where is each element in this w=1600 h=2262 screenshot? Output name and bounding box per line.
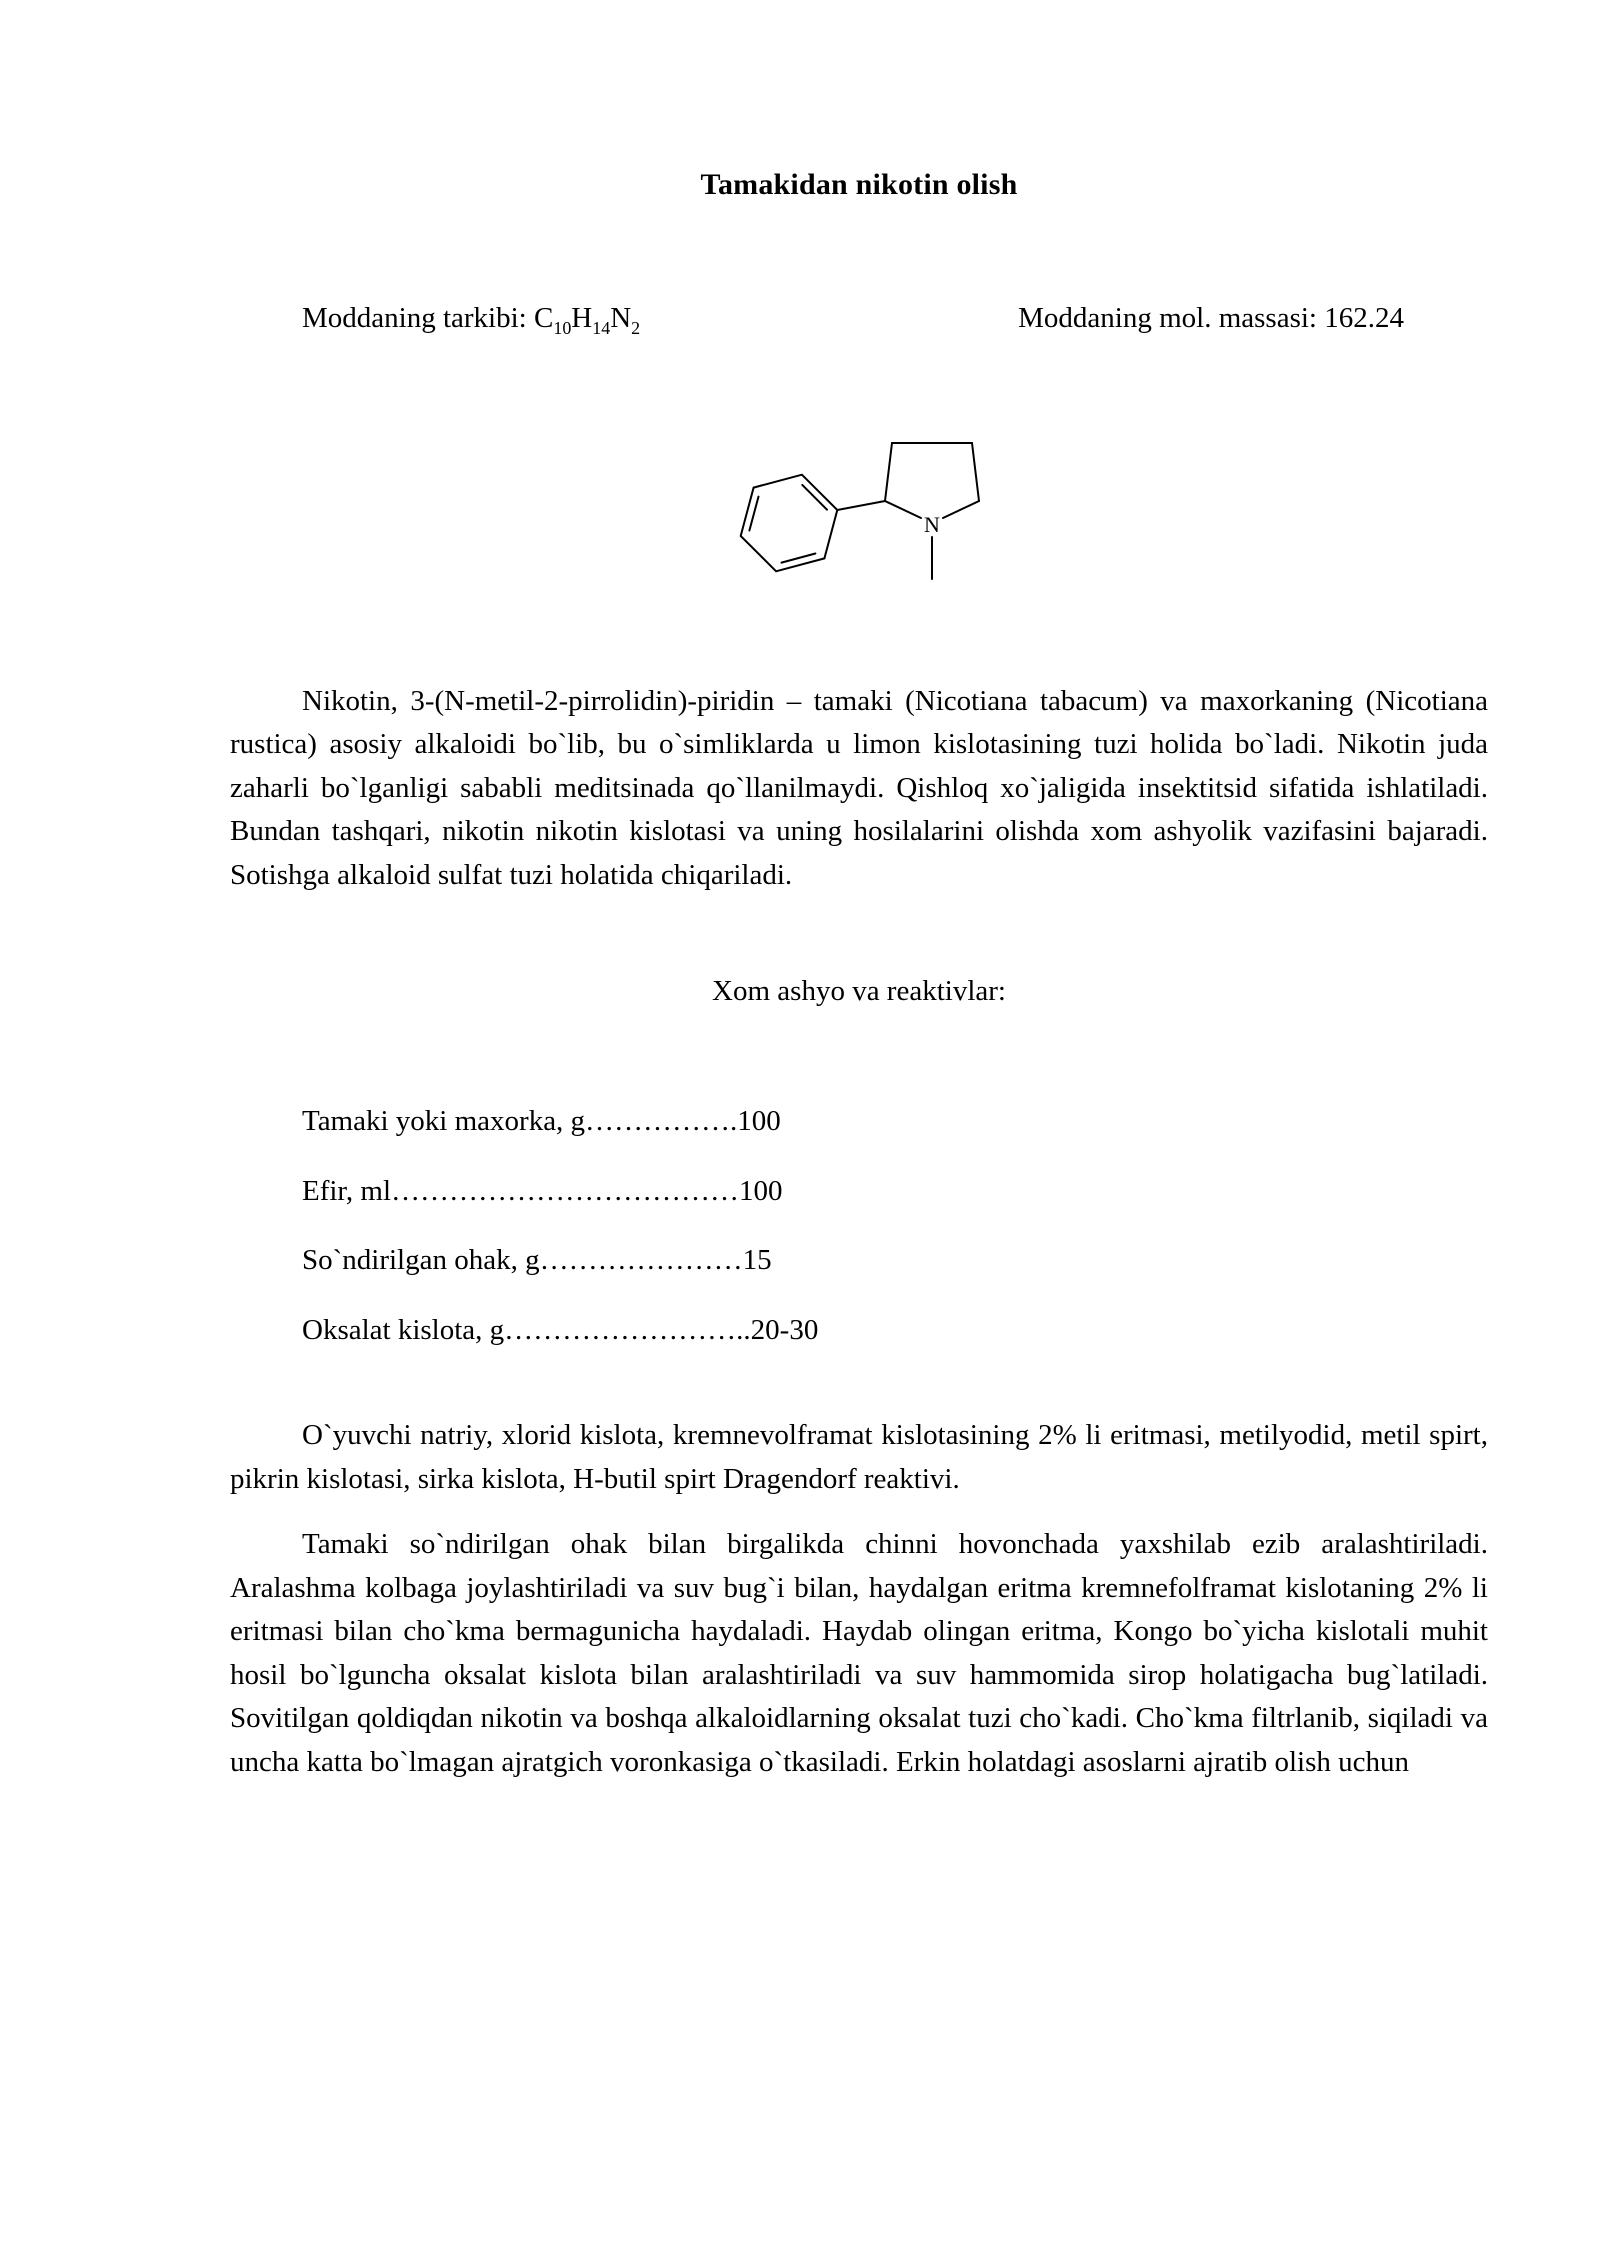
composition-formula bbox=[302, 298, 640, 341]
list-item: Efir, ml………………………………100 bbox=[302, 1174, 783, 1207]
formula-n-subscript: 2 bbox=[631, 317, 641, 338]
pyrrolidine-ring bbox=[885, 443, 979, 518]
ring-connecting-bond bbox=[837, 501, 885, 510]
section-heading-reagents: Xom ashyo va reaktivlar: bbox=[712, 975, 1006, 1008]
document-title: Tamakidan nikotin olish bbox=[700, 168, 1018, 201]
composition-label: Moddaning tarkibi: bbox=[302, 302, 534, 334]
formula-n: N bbox=[610, 302, 632, 334]
formula-h: H bbox=[571, 302, 593, 334]
ring-nitrogen-label: N bbox=[924, 511, 940, 537]
molecule-figure bbox=[230, 413, 1488, 608]
nicotine-structure-image bbox=[689, 413, 1029, 608]
formula-h-subscript: 14 bbox=[592, 317, 611, 338]
intro-paragraph: Nikotin, 3-(N-metil-2-pirrolidin)-piridin – tamaki (Nicotiana tabacum) va maxorkaning (Nicotiana rustica) asosiy alkaloidi bo`lib, bu o`simliklarda u limon kislotasining tuzi holida bo`ladi. Nikotin juda zaharli bo`lganligi sababli meditsinada qo`llanilmaydi. Qishloq xo`jaligida insektitsid sifatida ishlatiladi. Bundan tashqari, nikotin nikotin kislotasi va uning hosilalarini olishda xom ashyolik vazifasini bajaradi. Sotishga alkaloid sulfat tuzi holatida chiqariladi. bbox=[230, 684, 1488, 891]
pyridine-ring bbox=[741, 475, 838, 572]
formula-c-subscript: 10 bbox=[553, 317, 572, 338]
list-item: Oksalat kislota, g……………………..20-30 bbox=[302, 1313, 819, 1346]
list-item: So`ndirilgan ohak, g…………………15 bbox=[302, 1244, 772, 1277]
procedure-paragraph: Tamaki so`ndirilgan ohak bilan birgalikda chinni hovonchada yaxshilab ezib aralashtiriladi. Aralashma kolbaga joylashtiriladi va suv bug`i bilan, haydalgan eritma kremnefolframat kislotaning 2% li eritmasi bilan cho`kma bermagunicha haydaladi. Haydab olingan eritma, Kongo bo`yicha kislotali muhit hosil bo`lguncha oksalat kislota bilan aralashtiriladi va suv hammomida sirop holatigacha bug`latiladi. Sovitilgan qoldiqdan nikotin va boshqa alkaloidlarning oksalat tuzi cho`kadi. Cho`kma filtrlanib, siqiladi va uncha katta bo`lmagan ajratgich voronkasiga o`tkasiladi. Erkin holatdagi asoslarni ajratib olish uchun bbox=[230, 1528, 1488, 1778]
composition-row bbox=[230, 298, 1488, 341]
reagents-paragraph: O`yuvchi natriy, xlorid kislota, kremnevolframat kislotasining 2% li eritmasi, metilyodid, metil spirt, pikrin kislotasi, sirka kislota, H-butil spirt Dragendorf reaktivi. bbox=[230, 1419, 1488, 1495]
molar-mass-text: Moddaning mol. massasi: 162.24 bbox=[1018, 302, 1404, 334]
formula-c: C bbox=[533, 302, 554, 334]
list-item: Tamaki yoki maxorka, g…………….100 bbox=[302, 1105, 781, 1138]
reagent-list bbox=[230, 1100, 1488, 1352]
